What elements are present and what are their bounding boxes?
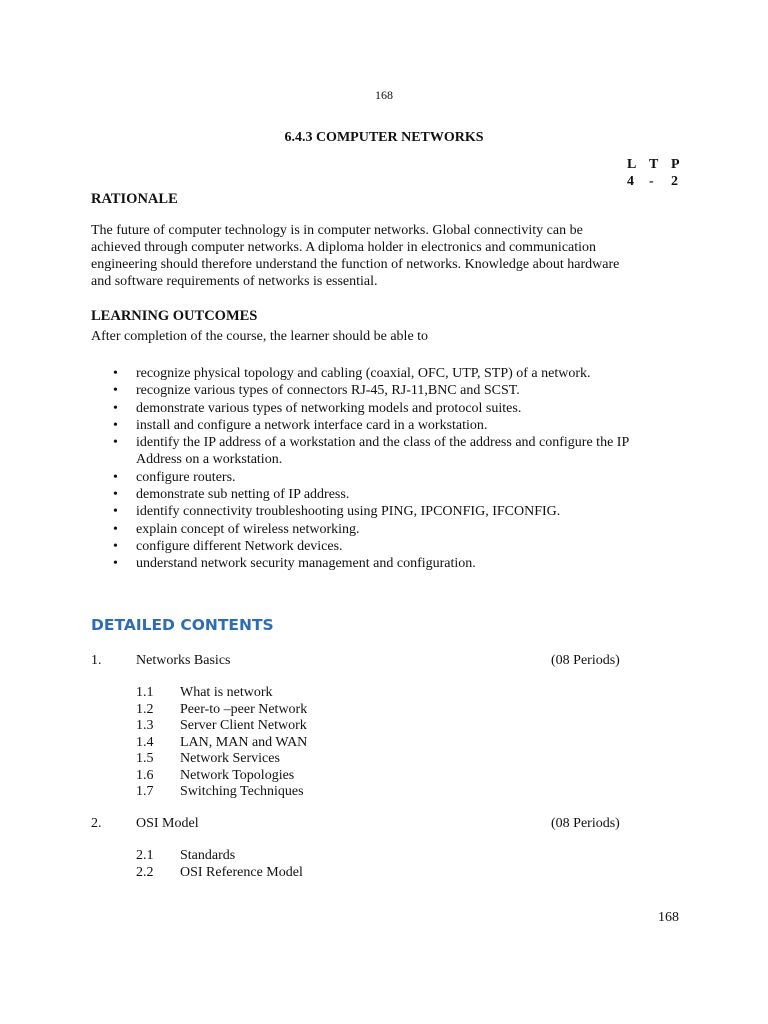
- outcome-item: • identify the IP address of a workstation and the class of the address and configure the IP: [91, 434, 629, 451]
- page-number-bottom: 168: [658, 910, 679, 925]
- subtopic-number: 1.7: [136, 784, 154, 799]
- outcome-item: • identify connectivity troubleshooting using PING, IPCONFIG, IFCONFIG.: [91, 503, 629, 520]
- ltp-value-l: 4: [627, 174, 634, 189]
- rationale-line: and software requirements of networks is essential.: [91, 274, 378, 289]
- subtopic-number: 1.2: [136, 701, 154, 717]
- unit-number: 2.: [91, 816, 102, 831]
- outcome-item: • demonstrate various types of networking models and protocol suites.: [91, 400, 629, 417]
- rationale-heading: RATIONALE: [91, 191, 178, 207]
- ltp-value-p: 2: [671, 174, 678, 189]
- ltp-value-t: -: [649, 174, 654, 189]
- rationale-line: The future of computer technology is in computer networks. Global connectivity can be: [91, 223, 583, 238]
- learning-outcomes-heading: LEARNING OUTCOMES: [91, 308, 258, 324]
- subtopic-title: Network Topologies: [180, 767, 295, 783]
- subtopic-number: 1.6: [136, 767, 154, 783]
- outcome-item: • explain concept of wireless networking.: [91, 521, 629, 538]
- learning-outcomes-list: [91, 365, 629, 573]
- ltp-label-t: T: [649, 157, 659, 172]
- subtopic-title: OSI Reference Model: [180, 864, 303, 880]
- page-number-top: 168: [375, 88, 393, 102]
- subtopic-number: 2.2: [136, 864, 154, 880]
- unit-2-subtopics: [136, 848, 303, 881]
- outcome-item: • configure different Network devices.: [91, 538, 629, 555]
- outcome-item: • recognize physical topology and cabling (coaxial, OFC, UTP, STP) of a network.: [91, 365, 629, 382]
- unit-periods: (08 Periods): [551, 653, 620, 668]
- subtopic-title: What is network: [180, 685, 273, 700]
- subtopic-item: [136, 702, 307, 719]
- subtopic-number: 2.1: [136, 848, 154, 863]
- subtopic-title: Switching Techniques: [180, 784, 304, 799]
- subtopic-item: [136, 718, 307, 735]
- subtopic-title: Server Client Network: [180, 718, 307, 733]
- subtopic-item: [136, 735, 307, 752]
- subtopic-number: 1.4: [136, 734, 154, 750]
- detailed-contents-heading: DETAILED CONTENTS: [91, 616, 274, 634]
- outcome-item: • demonstrate sub netting of IP address.: [91, 486, 629, 503]
- rationale-line: engineering should therefore understand the function of networks. Knowledge about hardware: [91, 257, 620, 272]
- subtopic-number: 1.3: [136, 718, 154, 733]
- subtopic-item: [136, 751, 307, 768]
- subtopic-number: 1.5: [136, 751, 154, 766]
- outcome-item: • install and configure a network interface card in a workstation.: [91, 417, 629, 434]
- course-title: 6.4.3 COMPUTER NETWORKS: [284, 130, 484, 145]
- subtopic-item: [136, 865, 303, 882]
- rationale-line: achieved through computer networks. A diploma holder in electronics and communication: [91, 240, 597, 255]
- subtopic-item: [136, 768, 307, 785]
- subtopic-item: [136, 784, 307, 801]
- subtopic-title: Network Services: [180, 751, 280, 766]
- unit-title: Networks Basics: [136, 653, 231, 668]
- subtopic-item: [136, 685, 307, 702]
- unit-periods: (08 Periods): [551, 816, 620, 831]
- outcome-item: • configure routers.: [91, 469, 629, 486]
- outcome-item: • recognize various types of connectors RJ-45, RJ-11,BNC and SCST.: [91, 382, 629, 399]
- subtopic-title: LAN, MAN and WAN: [180, 734, 308, 750]
- unit-1-subtopics: [136, 685, 307, 801]
- subtopic-title: Peer-to –peer Network: [180, 701, 308, 717]
- unit-title: OSI Model: [136, 816, 199, 831]
- subtopic-title: Standards: [180, 848, 236, 863]
- subtopic-item: [136, 848, 303, 865]
- ltp-label-l: L: [627, 157, 637, 172]
- outcome-item-continuation: Address on a workstation.: [136, 452, 283, 468]
- ltp-labels: [627, 157, 693, 173]
- ltp-label-p: P: [671, 157, 680, 172]
- outcome-item: • understand network security management and configuration.: [91, 555, 629, 572]
- subtopic-number: 1.1: [136, 685, 154, 700]
- learning-outcomes-intro: After completion of the course, the learner should be able to: [91, 329, 429, 344]
- ltp-values: [627, 174, 693, 190]
- unit-number: 1.: [91, 653, 102, 668]
